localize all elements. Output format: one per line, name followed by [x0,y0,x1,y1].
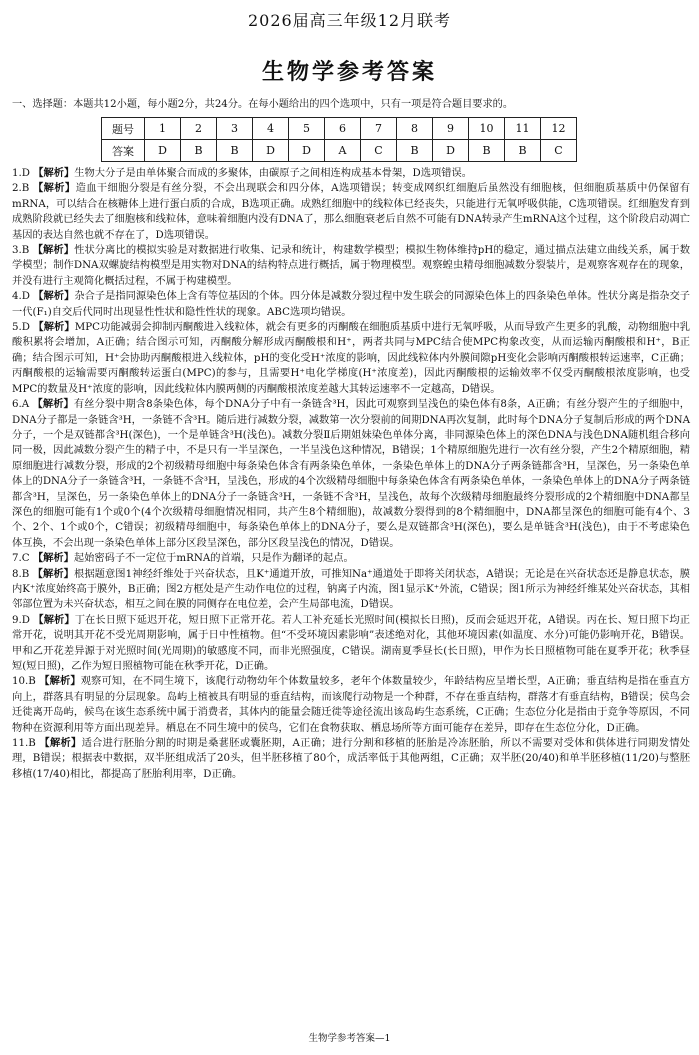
explanation-item [12,736,690,782]
question-number-cell: 12 [541,118,577,140]
item-text: 观察可知，在不同生境下，该爬行动物幼年个体数量较多，老年个体数量较少，年龄结构应呈增长型，A正确；垂直结构是指在垂直方向上，群落具有明显的分层现象。岛屿上植被具有明显的垂直结构，而该爬行动物是一个种群，不存在垂直结构，群落才有垂直结构，B错误；侯鸟会迁徙离开岛屿，候鸟在该生态系统中属于消费者，其体内的能量会随迁徙等途径流出该岛屿生态系统，C正确；生态位分化是指由于竞争等原因，不同物种在资源利用等方面出现差异。栖息在不同生境中的侯鸟，它们在食物获取、栖息场所等方面可能存在差异，即存在生态位分化，D正确。 [12,675,690,734]
answer-table [101,117,577,162]
item-number: 3.B [12,244,30,257]
item-text: 适合进行胚胎分割的时期是桑葚胚或囊胚期，A正确；进行分割和移植的胚胎是冷冻胚胎，所以不需要对受体和供体进行同期发情处理，B错误；根据表中数据，双半胚组成活了20头，但半胚移植了80个，成活率低于其他两组，C正确；双半胚(20/40)和单半胚移植(11/20)与整胚移植(17/40)相比，都提高了胚胎利用率，D正确。 [12,737,690,780]
answer-cell: C [541,140,577,162]
item-text: 性状分离比的模拟实验是对数据进行收集、记录和统计，构建数学模型；模拟生物体维持pH的稳定，通过描点法建立曲线关系，属于数学模型；制作DNA双螺旋结构模型是用实物对DNA的结构特点进行概括，属于物理模型。观察蝗虫精母细胞减数分裂装片，是观察客观存在的现象，并没有进行主观简化概括过程，不属于构建模型。 [12,244,690,287]
explanation-item [12,567,690,613]
item-number: 11.B [12,737,36,750]
explanation-item [12,320,690,397]
analysis-tag: 【解析】 [39,737,82,750]
question-number-cell: 11 [505,118,541,140]
question-number-cell: 7 [361,118,397,140]
question-number-cell: 1 [145,118,181,140]
question-number-row [102,118,577,140]
explanation-item [12,674,690,736]
answer-cell: D [145,140,181,162]
answer-cell: D [433,140,469,162]
item-number: 7.C [12,552,30,565]
explanation-item [12,243,690,289]
item-text: 有丝分裂中期含8条染色体，每个DNA分子中有一条链含³H，因此可观察到呈浅色的染色体有8条，A正确；有丝分裂产生的子细胞中，DNA分子都是一条链含³H，一条链不含³H。随后进行减数分裂，减数第一次分裂前的间期DNA再次复制，此时每个DNA分子复制后形成的两个DNA分子，一个是双链都含³H(深色)，一个是单链含³H(浅色)。减数分裂Ⅱ后期姐妹染色单体分离，非同源染色体上的深色DNA与浅色DNA随机组合移向同一极，因此减数分裂产生的精子中，不是只有一半呈深色，一半呈浅色这种情况，B错误；1个精原细胞先进行一次有丝分裂，产生2个精原细胞，精原细胞进行减数分裂，形成的2个初级精母细胞中每条染色体含有两条染色单体，一条染色单体上的DNA分子两条链都含³H，呈深色，另一条染色单体上的DNA分子一条链含³H，一条链不含³H，呈浅色，形成的4个次级精母细胞中每条染色体含有两条染色单体，一条染色单体上的DNA分子两条链都含³H，呈深色，另一条染色单体上的DNA分子一条链含³H，一条链不含³H，呈浅色，故每个次级精母细胞最终分裂形成的2个精细胞中DNA都呈深色的细胞可能有1个或0个(4个次级精母细胞情况相同，共产生8个精细胞)，故减数分裂得到的8个精细胞中，DNA都呈深色的细胞可能有4个、3个、2个、1个或0个，C错误；初级精母细胞中，每条染色单体上的DNA分子，要么是双链都含³H(深色)，要么是单链含³H(浅色)，由于不考虑染色体互换，不会出现一条染色单体上部分区段呈深色，部分区段呈浅色的情况，D错误。 [12,398,690,549]
explanation-item [12,397,690,551]
item-text: 杂合子是指同源染色体上含有等位基因的个体。四分体是减数分裂过程中发生联会的同源染色体上的四条染色单体。性状分离是指杂交子一代(F₁)自交后代同时出现显性性状和隐性性状的现象。ABC选项均错误。 [12,290,690,318]
item-number: 8.B [12,567,30,580]
answer-cell: D [289,140,325,162]
item-text: 根据题意图1神经纤维处于兴奋状态，且K⁺通道开放，可推知Na⁺通道处于即将关闭状态，A错误；无论是在兴奋状态还是静息状态，膜内K⁺浓度始终高于膜外，B正确；图2方框处是产生动作电位的过程，钠离子内流，图1显示K⁺外流，C错误；图1所示为神经纤维某处兴奋状态，其相邻部位置为未兴奋状态，相互之间在膜的同侧存在电位差，会产生局部电流，D错误。 [12,567,690,611]
analysis-tag: 【解析】 [32,567,74,580]
item-number: 5.D [12,321,30,334]
page-title: 生物学参考答案 [261,60,437,85]
explanation-item [12,181,690,243]
item-text: 造血干细胞分裂是有丝分裂，不会出现联会和四分体，A选项错误；转变成网织红细胞后虽然没有细胞核，但细胞质基质中仍保留有mRNA，可以结合在核糖体上进行蛋白质的合成，B选项正确。成熟红细胞中的线粒体已经丧失，只能进行无氧呼吸供能，C选项错误。红细胞发育到成熟阶段就已经失去了细胞核和线粒体，意味着细胞内没有DNA了，那么细胞衰老后自然不可能有DNA转录产生mRNA这个过程，这个阶段启动凋亡基因的表达自然也就不存在了，D选项错误。 [12,182,690,241]
item-number: 10.B [12,675,36,688]
row-label-answer: 答案 [102,140,145,162]
item-text: 起始密码子不一定位于mRNA的首端，只是作为翻译的起点。 [73,552,354,565]
question-number-cell: 3 [217,118,253,140]
item-text: 丁在长日照下延迟开花，短日照下正常开花。若人工补充延长光照时间(模拟长日照)，反而会延迟开花，A错误。丙在长、短日照下均正常开花，说明其开花不受光周期影响，属于日中性植物。但“不受环境因素影响”表述绝对化，其他环境因素(如温度、水分)可能仍影响开花，B错误。甲和乙开花差异源于对光照时间(光周期)的敏感度不同，而非光照强度，C错误。湖南夏季昼长(长日照)，甲作为长日照植物可能在夏季开花；秋季昼短(短日照)，乙作为短日照植物可能在秋季开花，D正确。 [12,613,690,672]
item-number: 6.A [12,398,30,411]
answer-cell: B [469,140,505,162]
answer-cell: A [325,140,361,162]
question-number-cell: 4 [253,118,289,140]
question-number-cell: 6 [325,118,361,140]
explanation-item [12,166,690,181]
question-number-cell: 8 [397,118,433,140]
page-footer: 生物学参考答案—1 [308,1033,391,1044]
answer-cell: B [505,140,541,162]
question-number-cell: 9 [433,118,469,140]
explanation-list [12,166,690,782]
item-number: 4.D [12,290,30,303]
item-text: MPC功能减弱会抑制丙酮酸进入线粒体，就会有更多的丙酮酸在细胞质基质中进行无氧呼吸，从而导致产生更多的乳酸，动物细胞中乳酸积累将会增加，A正确；结合图示可知，丙酮酸分解形成丙酮酸根和H⁺，两者共同与MPC结合使MPC构象改变，从而运输丙酮酸根和H⁺，B正确；结合图示可知，H⁺会协助丙酮酸根进入线粒体，pH的变化受H⁺浓度的影响，因此线粒体内外膜间隙pH变化会影响丙酮酸根转运速率，C正确；丙酮酸根的运输需要丙酮酸转运蛋白(MPC)的参与，且需要H⁺电化学梯度(H⁺浓度差)，因此丙酮酸根的运输效率不仅受丙酮酸根浓度影响，也受MPC的数量及H⁺浓度的影响，因此线粒体内膜两侧的丙酮酸根浓度差越大其转运速率不一定越高，D错误。 [12,321,690,395]
answer-row [102,140,577,162]
answer-cell: B [181,140,217,162]
analysis-tag: 【解析】 [33,290,75,303]
analysis-tag: 【解析】 [32,244,75,257]
analysis-tag: 【解析】 [32,552,74,565]
explanation-item [12,613,690,675]
question-number-cell: 5 [289,118,325,140]
analysis-tag: 【解析】 [32,398,74,411]
answer-cell: B [397,140,433,162]
explanation-item [12,289,690,320]
question-number-cell: 10 [469,118,505,140]
item-number: 9.D [12,613,30,626]
answer-cell: B [217,140,253,162]
analysis-tag: 【解析】 [33,321,75,334]
answer-cell: C [361,140,397,162]
answer-cell: D [253,140,289,162]
item-number: 1.D [12,167,30,179]
analysis-tag: 【解析】 [39,675,81,688]
row-label-question: 题号 [102,118,145,140]
explanation-item [12,551,690,566]
question-number-cell: 2 [181,118,217,140]
analysis-tag: 【解析】 [32,182,76,195]
section-heading: 一、选择题：本题共12小题，每小题2分，共24分。在每小题给出的四个选项中，只有一项是符合题目要求的。 [12,99,514,110]
exam-title: 2026届高三年级12月联考 [247,11,452,30]
item-text: 生物大分子是由单体聚合而成的多聚体，由碳原子之间相连构成基本骨架，D选项错误。 [74,167,473,179]
analysis-tag: 【解析】 [33,613,75,626]
item-number: 2.B [12,182,30,195]
analysis-tag: 【解析】 [33,167,75,179]
